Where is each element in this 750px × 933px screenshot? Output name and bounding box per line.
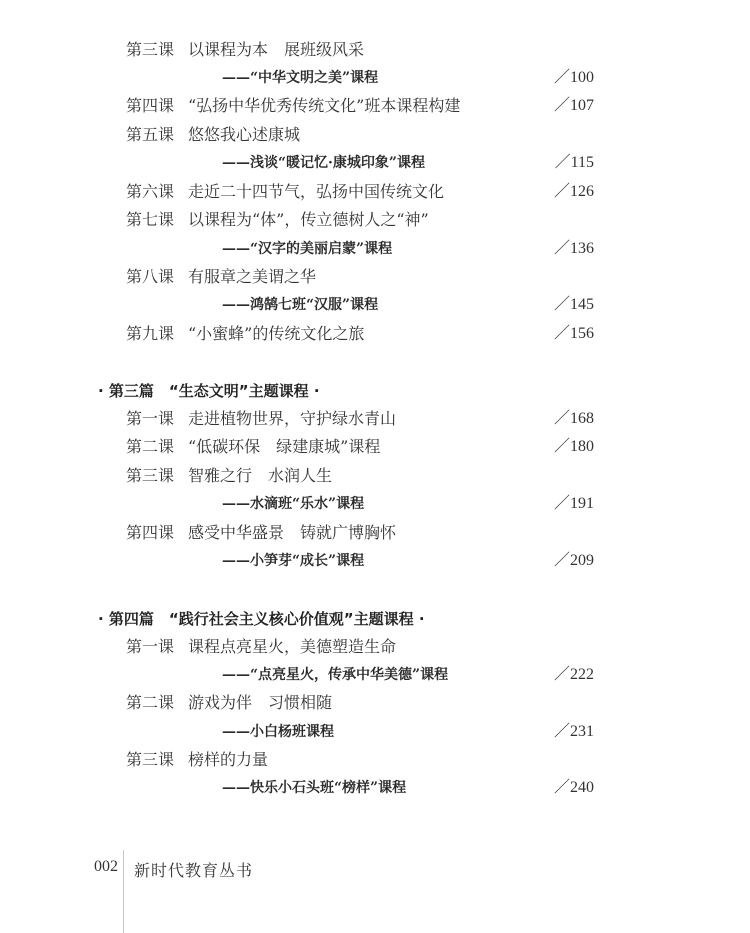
page-ref: ／126 <box>553 183 594 200</box>
page-ref: ／168 <box>553 410 594 427</box>
page-ref: ／100 <box>553 69 594 86</box>
page-ref: ／115 <box>554 154 594 171</box>
toc-entry[interactable] <box>0 774 750 802</box>
page-ref: ／209 <box>553 552 594 569</box>
lesson-number: 第一课 <box>126 637 175 656</box>
lesson-subtitle: ——小笋芽“成长”课程 <box>222 553 365 569</box>
toc-entry[interactable] <box>0 689 750 717</box>
toc-entry[interactable] <box>0 320 750 348</box>
toc-entry[interactable] <box>0 519 750 547</box>
toc-entry[interactable] <box>0 547 750 575</box>
lesson-title: 感受中华盛景 铸就广博胸怀 <box>188 523 397 542</box>
lesson-title: “弘扬中华优秀传统文化”班本课程构建 <box>188 96 461 115</box>
page-number: 002 <box>94 858 118 875</box>
section-heading[interactable]: · 第三篇 “生态文明”主题课程 · <box>98 382 320 400</box>
lesson-title: “小蜜蜂”的传统文化之旅 <box>188 324 365 343</box>
toc-entry[interactable] <box>0 291 750 319</box>
toc-entry[interactable] <box>0 121 750 149</box>
toc-entry[interactable] <box>0 36 750 64</box>
lesson-number: 第四课 <box>126 96 175 115</box>
lesson-number: 第三课 <box>126 466 175 485</box>
toc-entry[interactable] <box>0 633 750 661</box>
toc-entry[interactable] <box>0 92 750 120</box>
lesson-title: 课程点亮星火，美德塑造生命 <box>188 637 397 656</box>
lesson-title: 以课程为“体”，传立德树人之“神” <box>188 210 429 229</box>
lesson-subtitle: ——小白杨班课程 <box>222 724 334 740</box>
lesson-number: 第八课 <box>126 267 175 286</box>
lesson-subtitle: ——“点亮星火，传承中华美德”课程 <box>222 667 449 683</box>
lesson-title: 走近二十四节气，弘扬中国传统文化 <box>188 182 445 201</box>
page-ref: ／191 <box>553 495 594 512</box>
lesson-number: 第五课 <box>126 125 175 144</box>
toc-entry[interactable] <box>0 405 750 433</box>
toc-entry[interactable] <box>0 178 750 206</box>
page-ref: ／180 <box>553 438 594 455</box>
toc-entry[interactable] <box>0 746 750 774</box>
page-ref: ／136 <box>553 240 594 257</box>
toc-entry[interactable] <box>0 462 750 490</box>
lesson-number: 第九课 <box>126 324 175 343</box>
lesson-number: 第三课 <box>126 750 175 769</box>
footer-divider <box>123 850 124 933</box>
lesson-title: 智雅之行 水润人生 <box>188 466 333 485</box>
lesson-number: 第二课 <box>126 437 175 456</box>
toc-entry[interactable] <box>0 64 750 92</box>
lesson-subtitle: ——鸿鹄七班“汉服”课程 <box>222 297 379 313</box>
lesson-title: 以课程为本 展班级风采 <box>188 40 365 59</box>
page-ref: ／145 <box>553 296 594 313</box>
lesson-subtitle: ——快乐小石头班“榜样”课程 <box>222 780 407 796</box>
toc-entry[interactable] <box>0 661 750 689</box>
lesson-title: 榜样的力量 <box>188 750 269 769</box>
page-ref: ／240 <box>553 779 594 796</box>
page-ref: ／222 <box>553 666 594 683</box>
toc-entry[interactable] <box>0 433 750 461</box>
toc-entry[interactable] <box>0 490 750 518</box>
lesson-number: 第三课 <box>126 40 175 59</box>
lesson-subtitle: ——水滴班“乐水”课程 <box>222 496 365 512</box>
lesson-number: 第一课 <box>126 409 175 428</box>
toc-entry[interactable] <box>0 206 750 234</box>
lesson-number: 第七课 <box>126 210 175 229</box>
toc-entry[interactable] <box>0 263 750 291</box>
page-ref: ／231 <box>553 723 594 740</box>
lesson-number: 第二课 <box>126 693 175 712</box>
series-title: 新时代教育丛书 <box>134 861 254 880</box>
lesson-number: 第四课 <box>126 523 175 542</box>
lesson-title: 游戏为伴 习惯相随 <box>188 693 333 712</box>
lesson-title: 走进植物世界，守护绿水青山 <box>188 409 397 428</box>
lesson-title: 有服章之美谓之华 <box>188 267 317 286</box>
lesson-title: “低碳环保 绿建康城”课程 <box>188 437 381 456</box>
toc-entry[interactable] <box>0 235 750 263</box>
page-ref: ／107 <box>553 97 594 114</box>
lesson-subtitle: ——“汉字的美丽启蒙”课程 <box>222 241 393 257</box>
section-heading[interactable]: · 第四篇 “践行社会主义核心价值观”主题课程 · <box>98 610 425 628</box>
toc-entry[interactable] <box>0 149 750 177</box>
lesson-title: 悠悠我心述康城 <box>188 125 301 144</box>
page-ref: ／156 <box>553 325 594 342</box>
lesson-number: 第六课 <box>126 182 175 201</box>
toc-entry[interactable] <box>0 718 750 746</box>
lesson-subtitle: ——“中华文明之美”课程 <box>222 70 379 86</box>
lesson-subtitle: ——浅谈“暖记忆·康城印象”课程 <box>222 155 425 171</box>
